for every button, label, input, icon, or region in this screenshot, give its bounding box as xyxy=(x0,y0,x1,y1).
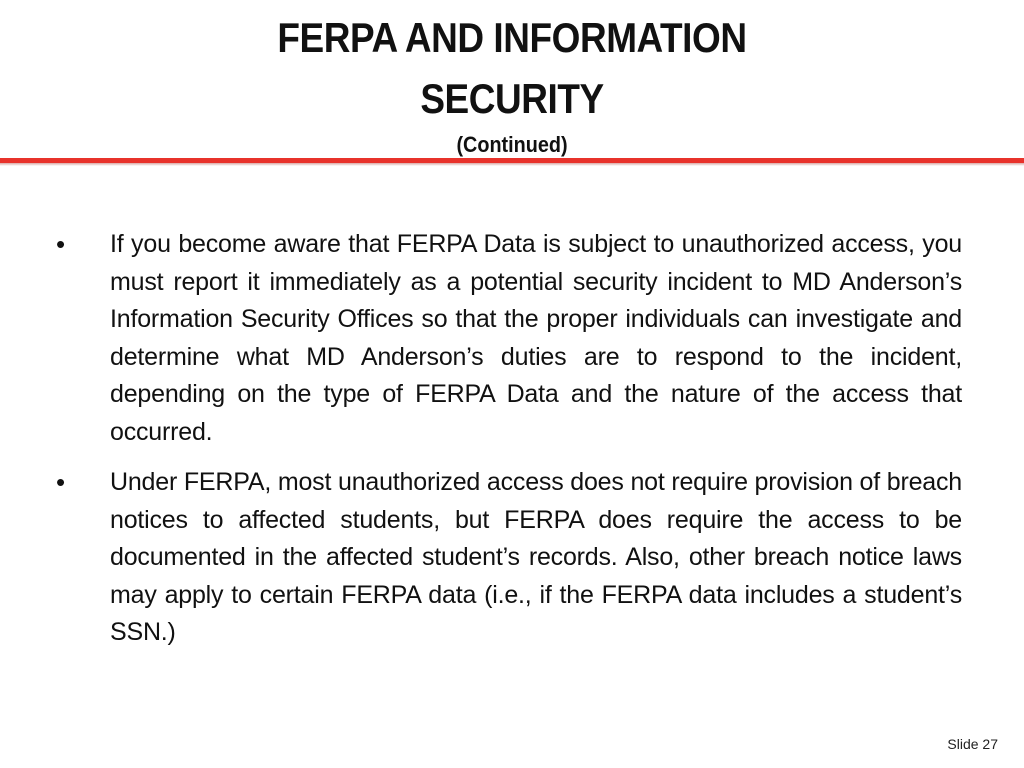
title-divider-shadow xyxy=(0,163,1024,166)
slide-subtitle: (Continued) xyxy=(456,132,568,157)
bullet-dot-icon: • xyxy=(56,229,66,259)
slide-number: Slide 27 xyxy=(947,736,998,752)
bullet-item xyxy=(0,464,1024,652)
bullet-list xyxy=(0,226,1024,665)
slide-title-line-1: FERPA AND INFORMATION xyxy=(277,14,747,61)
bullet-text: Under FERPA, most unauthorized access does not require provision of breach notices to affected students, but FERPA does require the access to be documented in the affected student’s records. Also, other breach notice laws may apply to certain FERPA data (i.e., if the FERPA data includes a student’s SSN.) xyxy=(110,468,962,646)
slide-title-line-2: SECURITY xyxy=(420,75,604,122)
bullet-text: If you become aware that FERPA Data is subject to unauthorized access, you must report it immediately as a potential security incident to MD Anderson’s Information Security Offices so that the proper individuals can investigate and determine what MD Anderson’s duties are to respond to the incident, depending on the type of FERPA Data and the nature of the access that occurred. xyxy=(110,230,962,446)
bullet-item xyxy=(0,226,1024,451)
bullet-dot-icon: • xyxy=(56,467,66,497)
